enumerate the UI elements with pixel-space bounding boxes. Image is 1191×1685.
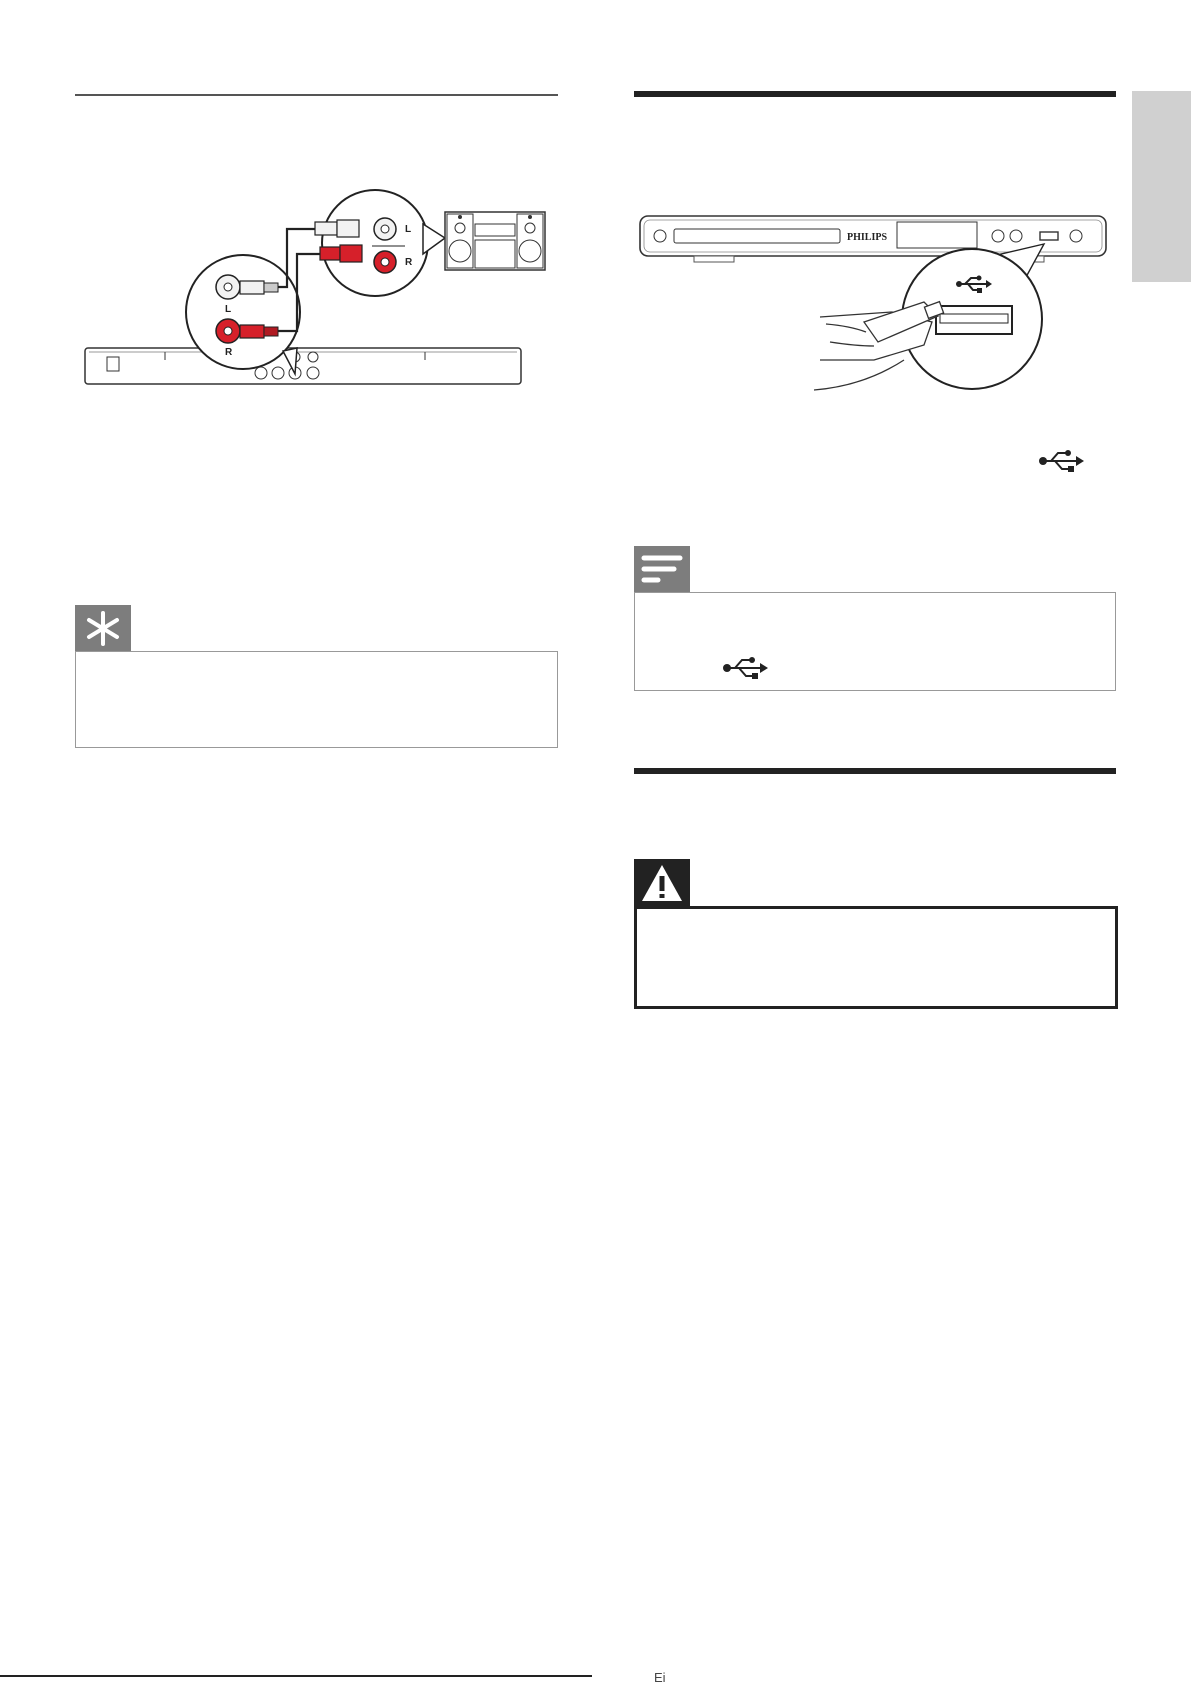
- stereo-jack-label-left: L: [405, 224, 412, 235]
- player-jack-label-right: R: [225, 347, 233, 358]
- footer-rule: [0, 1675, 592, 1677]
- usb-connection-illustration: [634, 210, 1116, 405]
- language-side-tab: [1132, 91, 1191, 282]
- stereo-system: [445, 212, 545, 270]
- usb-icon: [722, 655, 770, 681]
- tip-callout-tab: [75, 605, 131, 652]
- warning-callout-tab: [634, 859, 690, 907]
- asterisk-icon: [89, 613, 117, 644]
- section-rule-right-top: [634, 91, 1116, 97]
- audio-connection-illustration: [75, 180, 558, 400]
- stereo-jack-label-right: R: [405, 257, 413, 268]
- dvd-player-rear: [85, 348, 521, 384]
- brand-text: PHILIPS: [847, 232, 888, 243]
- stereo-jacks-magnifier: [315, 190, 445, 296]
- note-lines-icon: [644, 558, 680, 580]
- note-callout-box: [634, 592, 1116, 691]
- warning-callout-box: [634, 906, 1118, 1009]
- tip-callout-box: [75, 651, 558, 748]
- footer-page-mark: Ei: [654, 1670, 666, 1685]
- note-callout-tab: [634, 546, 690, 593]
- exclamation-triangle-icon: [642, 865, 682, 901]
- usb-icon: [1038, 448, 1086, 474]
- player-jack-label-left: L: [225, 304, 232, 315]
- section-rule-left: [75, 94, 558, 96]
- section-rule-right-bottom: [634, 768, 1116, 774]
